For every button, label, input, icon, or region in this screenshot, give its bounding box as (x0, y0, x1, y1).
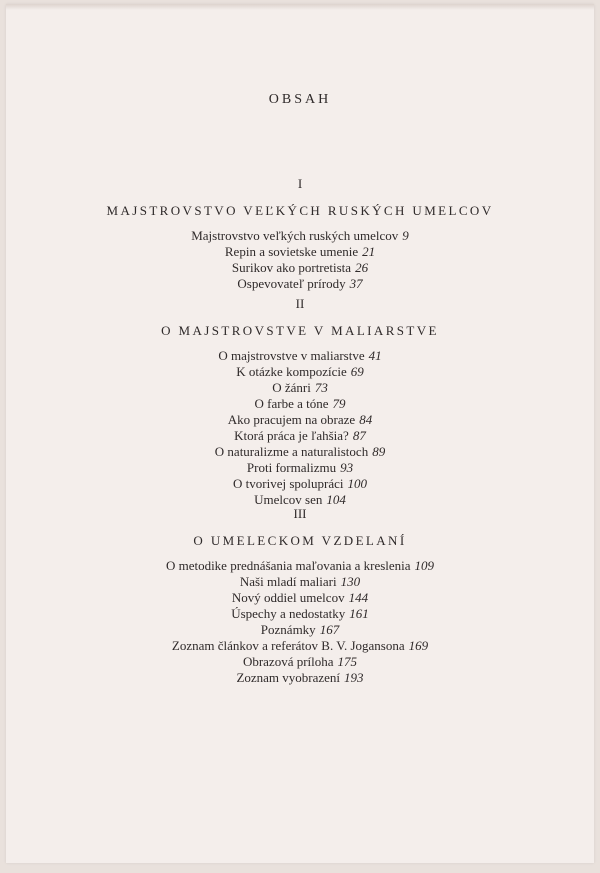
toc-entry-page: 87 (352, 428, 366, 443)
section-heading: O UMELECKOM VZDELANÍ (193, 533, 407, 548)
section-numeral: III (293, 506, 307, 521)
toc-entry (6, 606, 594, 622)
section-entries (6, 228, 594, 292)
toc-entry-title: Úspechy a nedostatky (231, 606, 346, 621)
toc-entry-page: 73 (314, 380, 328, 395)
toc-entry-page: 21 (362, 244, 376, 259)
toc-entry-title: Surikov ako portretista (231, 260, 352, 275)
toc-entry (6, 444, 594, 460)
toc-entry-page: 167 (319, 622, 340, 637)
section-entries (6, 348, 594, 508)
toc-entry-title: O majstrovstve v maliarstve (218, 348, 365, 363)
toc-entry-page: 84 (359, 412, 373, 427)
section-numeral: II (295, 296, 305, 311)
book-page (6, 4, 594, 863)
section-1 (6, 176, 594, 292)
section-2 (6, 296, 594, 508)
toc-entry-page: 69 (350, 364, 364, 379)
toc-entry-title: Obrazová príloha (242, 654, 334, 669)
toc-entry (6, 654, 594, 670)
toc-entry-title: O metodike prednášania maľovania a kreslenia (165, 558, 411, 573)
toc-entry (6, 558, 594, 574)
toc-entry-title: K otázke kompozície (236, 364, 347, 379)
toc-entry-page: 193 (344, 670, 364, 685)
toc-entry (6, 638, 594, 654)
toc-entry (6, 670, 594, 686)
toc-entry-title: Zoznam vyobrazení (236, 670, 341, 685)
toc-entry (6, 228, 594, 244)
toc-entry (6, 244, 594, 260)
toc-entry (6, 260, 594, 276)
toc-entry-title: Ktorá práca je ľahšia? (234, 428, 349, 443)
toc-entry-title: Proti formalizmu (246, 460, 337, 475)
toc-entry-page: 104 (326, 492, 346, 507)
section-3 (6, 506, 594, 686)
toc-entry (6, 276, 594, 292)
toc-entry-title: Majstrovstvo veľkých ruských umelcov (191, 228, 399, 243)
toc-entry (6, 476, 594, 492)
toc-entry-title: Poznámky (260, 622, 316, 637)
toc-entry-page: 93 (340, 460, 354, 475)
toc-entry (6, 364, 594, 380)
toc-entry (6, 348, 594, 364)
toc-entry-title: O tvorivej spolupráci (233, 476, 344, 491)
toc-entry-page: 130 (340, 574, 361, 589)
toc-entry (6, 460, 594, 476)
toc-entry (6, 590, 594, 606)
toc-entry-page: 109 (414, 558, 435, 573)
toc-entry-title: Repin a sovietske umenie (224, 244, 359, 259)
section-entries (6, 558, 594, 686)
toc-entry-title: O naturalizme a naturalistoch (214, 444, 369, 459)
toc-entry-title: Nový oddiel umelcov (231, 590, 345, 605)
section-heading: MAJSTROVSTVO VEĽKÝCH RUSKÝCH UMELCOV (106, 203, 494, 218)
toc-entry (6, 574, 594, 590)
toc-entry (6, 380, 594, 396)
toc-entry-page: 9 (402, 228, 409, 243)
toc-entry-page: 169 (408, 638, 429, 653)
toc-entry-title: Zoznam článkov a referátov B. V. Jogansona (171, 638, 405, 653)
toc-entry-title: Ospevovateľ prírody (237, 276, 346, 291)
toc-entry (6, 622, 594, 638)
toc-entry-page: 175 (337, 654, 358, 669)
toc-entry (6, 412, 594, 428)
toc-entry-page: 26 (355, 260, 369, 275)
section-heading: O MAJSTROVSTVE V MALIARSTVE (161, 323, 439, 338)
toc-entry-page: 144 (348, 590, 369, 605)
toc-entry-page: 41 (368, 348, 382, 363)
toc-entry-page: 89 (372, 444, 386, 459)
toc-entry-title: O žánri (272, 380, 311, 395)
toc-entry-page: 79 (332, 396, 346, 411)
toc-entry-title: Umelcov sen (254, 492, 323, 507)
toc-entry-title: Naši mladí maliari (239, 574, 337, 589)
page-top-edge (6, 4, 594, 10)
toc-entry (6, 396, 594, 412)
section-numeral: I (297, 176, 303, 191)
toc-entry-page: 100 (347, 476, 367, 491)
toc-entry-page: 161 (349, 606, 369, 621)
toc-entry (6, 428, 594, 444)
toc-entry-page: 37 (349, 276, 363, 291)
toc-entry-title: Ako pracujem na obraze (227, 412, 356, 427)
page-title: OBSAH (268, 92, 332, 107)
toc-entry-title: O farbe a tóne (254, 396, 329, 411)
